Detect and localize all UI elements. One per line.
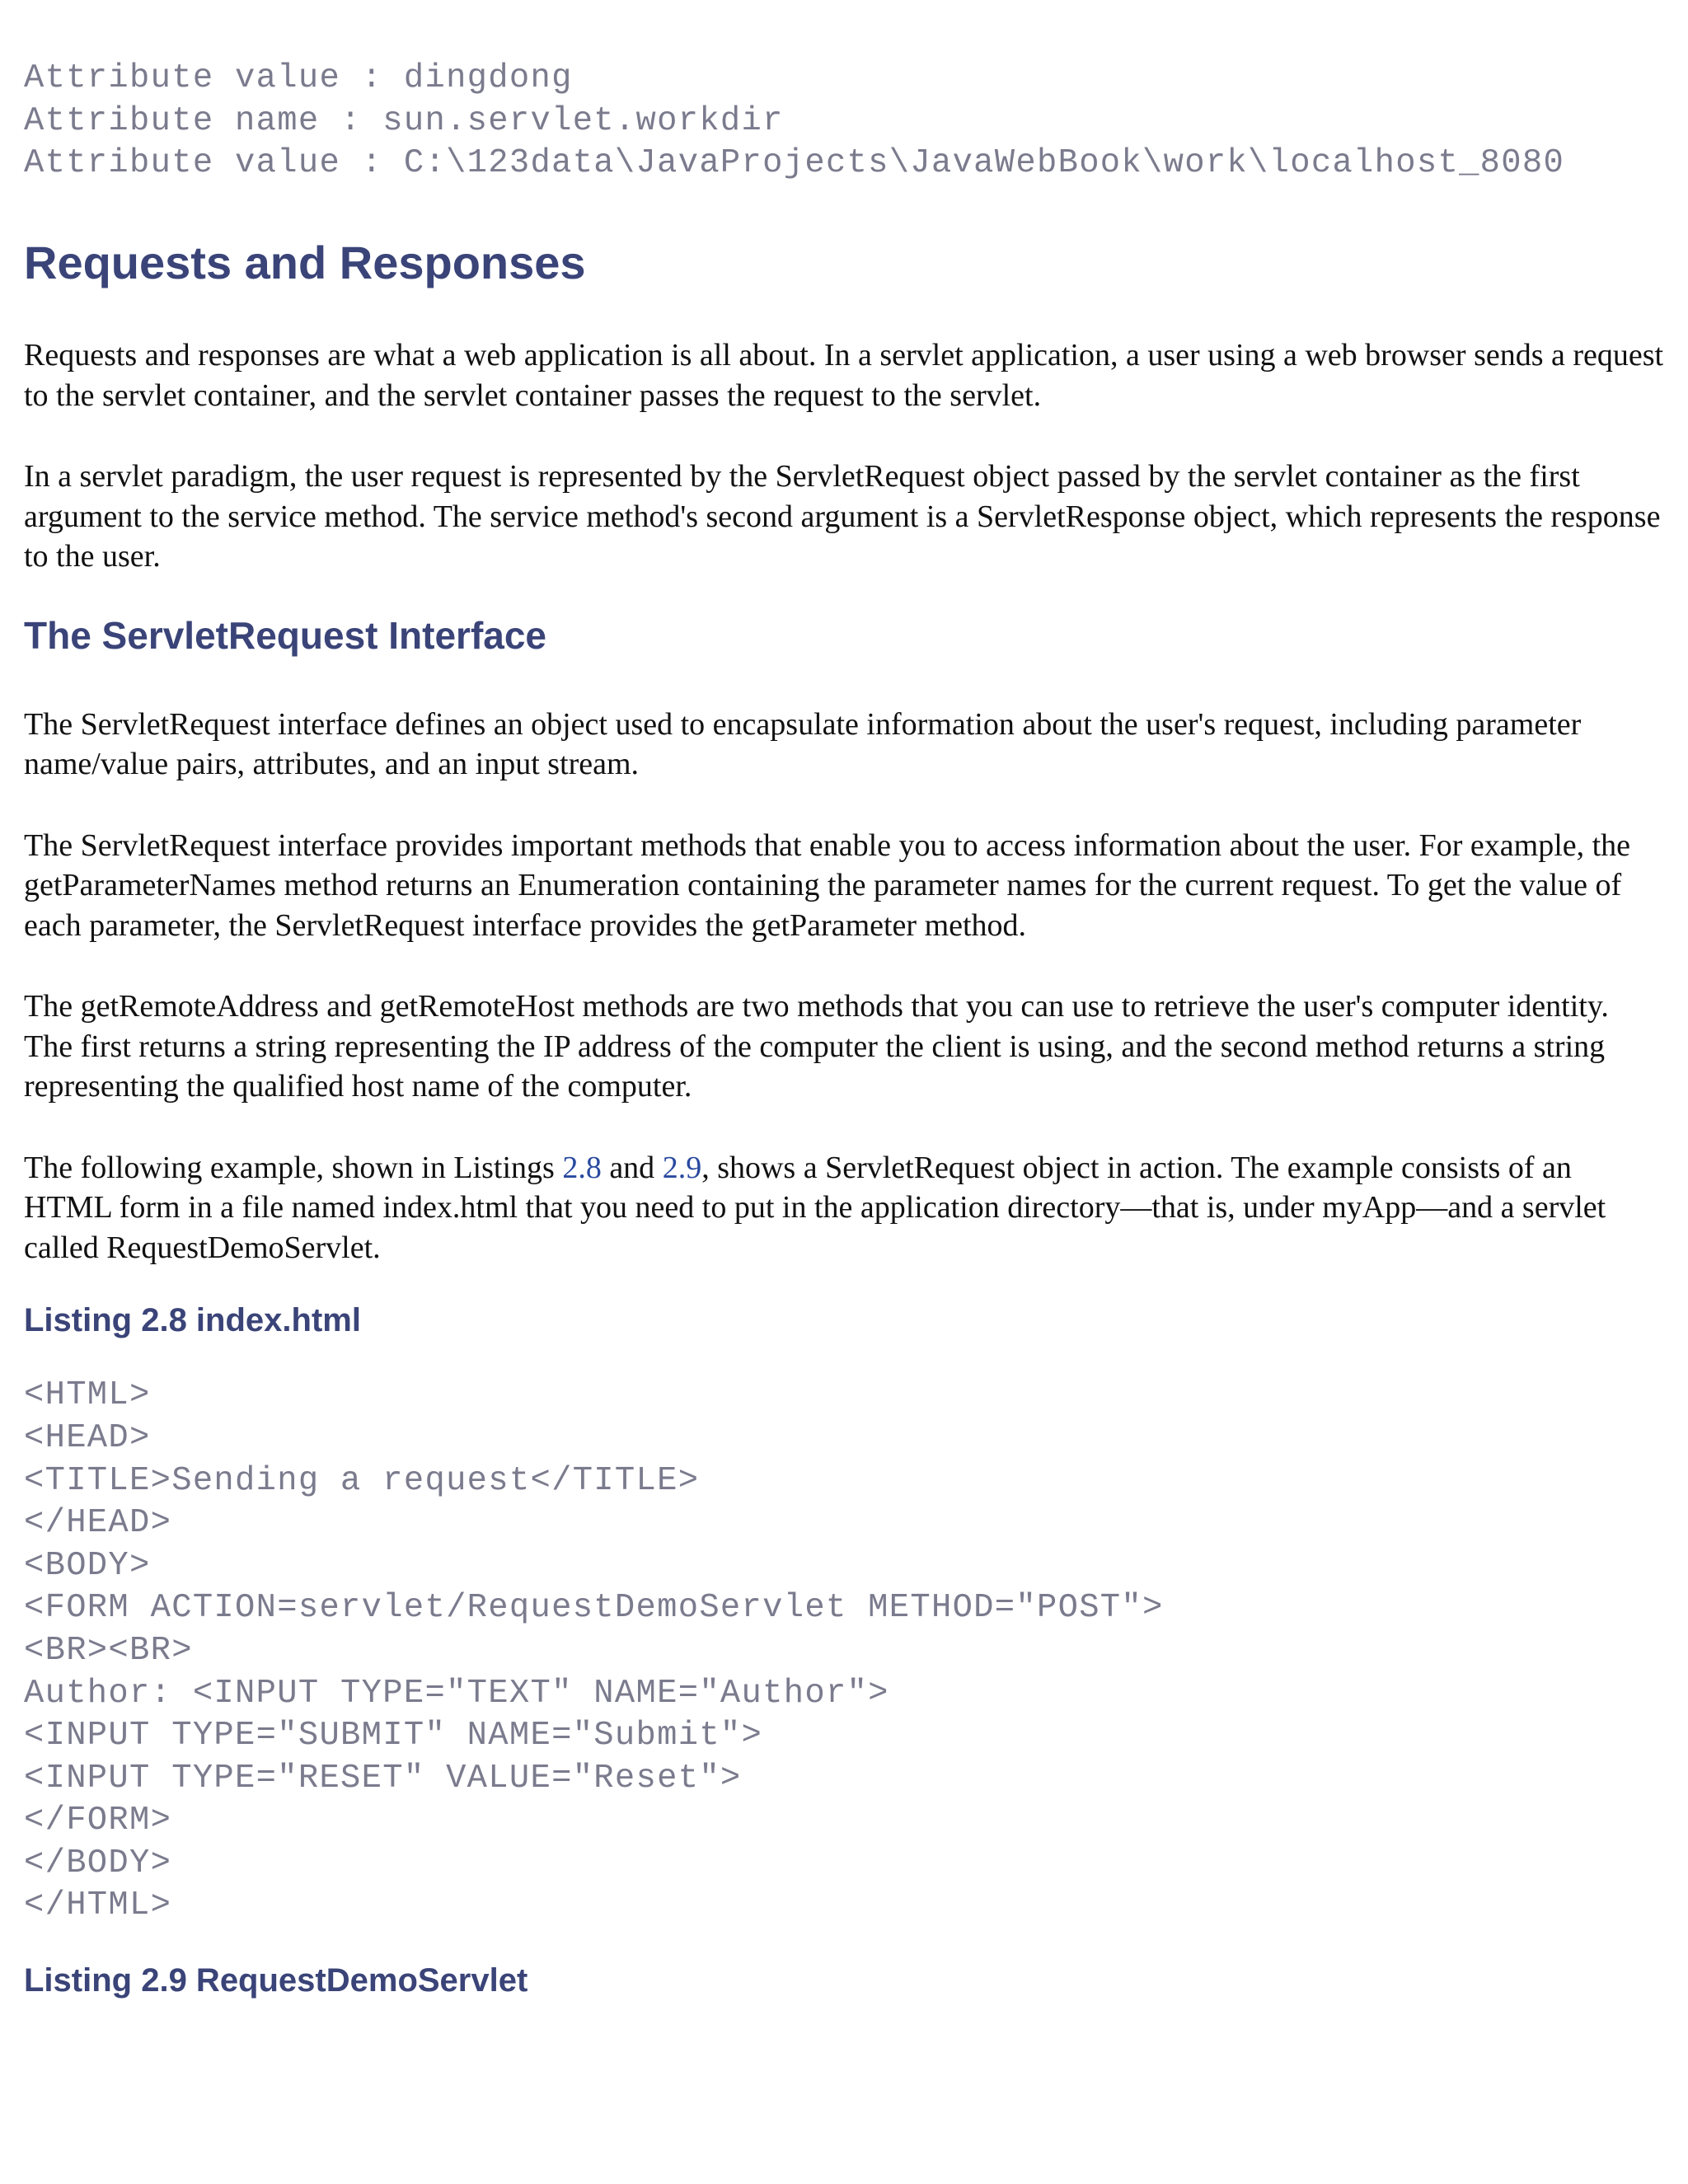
paragraph-text: and — [601, 1150, 663, 1185]
code-line: <TITLE>Sending a request</TITLE> — [24, 1461, 700, 1500]
code-line: <HTML> — [24, 1376, 151, 1415]
code-block-attributes — [24, 58, 1664, 185]
code-line: <INPUT TYPE="SUBMIT" NAME="Submit"> — [24, 1717, 763, 1755]
listing-title: Listing 2.9 RequestDemoServlet — [24, 1962, 528, 1999]
listing-link-2-8[interactable]: 2.8 — [562, 1150, 602, 1185]
code-line: <HEAD> — [24, 1418, 151, 1457]
example-paragraph — [24, 1148, 1664, 1268]
code-line: <INPUT TYPE="RESET" VALUE="Reset"> — [24, 1759, 742, 1797]
paragraph-text: The following example, shown in Listings — [24, 1150, 563, 1185]
code-line: Attribute name : sun.servlet.workdir — [24, 101, 784, 140]
code-line: Attribute value : dingdong — [24, 59, 573, 97]
code-line: <BODY> — [24, 1546, 151, 1585]
paragraph: Requests and responses are what a web application is all about. In a servlet application, a user using a web browser sends a request to the servlet container, and the servlet container passes the request to the servlet. — [24, 338, 1664, 413]
listing-link-2-9[interactable]: 2.9 — [662, 1150, 702, 1185]
paragraph: In a servlet paradigm, the user request is represented by the ServletRequest object passed by the servlet container as the first argument to the service method. The service method's second argument is a ServletResponse object, which represents the response to the user. — [24, 459, 1661, 574]
code-line: Author: <INPUT TYPE="TEXT" NAME="Author"> — [24, 1674, 889, 1713]
code-line: <BR><BR> — [24, 1631, 193, 1670]
code-line: Attribute value : C:\123data\JavaProjects\JavaWebBook\work\localhost_8080 — [24, 144, 1565, 183]
section-heading: Requests and Responses — [24, 236, 586, 288]
document-page — [24, 58, 1664, 2000]
code-line: </HTML> — [24, 1886, 172, 1925]
code-line: </FORM> — [24, 1802, 172, 1840]
code-line: </HEAD> — [24, 1504, 172, 1543]
code-block-index-html — [24, 1375, 1664, 1928]
paragraph: The ServletRequest interface provides important methods that enable you to access information about the user. For example, the getParameterNames method returns an Enumeration containing the parameter names for the current request. To get the value of each parameter, the ServletRequest interface provides the getParameter method. — [24, 827, 1631, 943]
code-line: <FORM ACTION=servlet/RequestDemoServlet METHOD="POST"> — [24, 1589, 1164, 1628]
listing-title: Listing 2.8 index.html — [24, 1302, 361, 1339]
subsection-heading: The ServletRequest Interface — [24, 613, 547, 657]
paragraph-text: , shows a ServletRequest object in action. The example consists of an HTML form in a file named index.html that you need to put in the application directory—that is, under myApp—and a servlet called RequestDemoServlet. — [24, 1150, 1606, 1265]
code-line: </BODY> — [24, 1844, 172, 1882]
paragraph: The ServletRequest interface defines an object used to encapsulate information about the user's request, including parameter name/value pairs, attributes, and an input stream. — [24, 706, 1582, 782]
paragraph: The getRemoteAddress and getRemoteHost methods are two methods that you can use to retrieve the user's computer identity. The first returns a string representing the IP address of the computer the client is using, and the second method returns a string representing the qualified host name of the computer. — [24, 989, 1609, 1104]
